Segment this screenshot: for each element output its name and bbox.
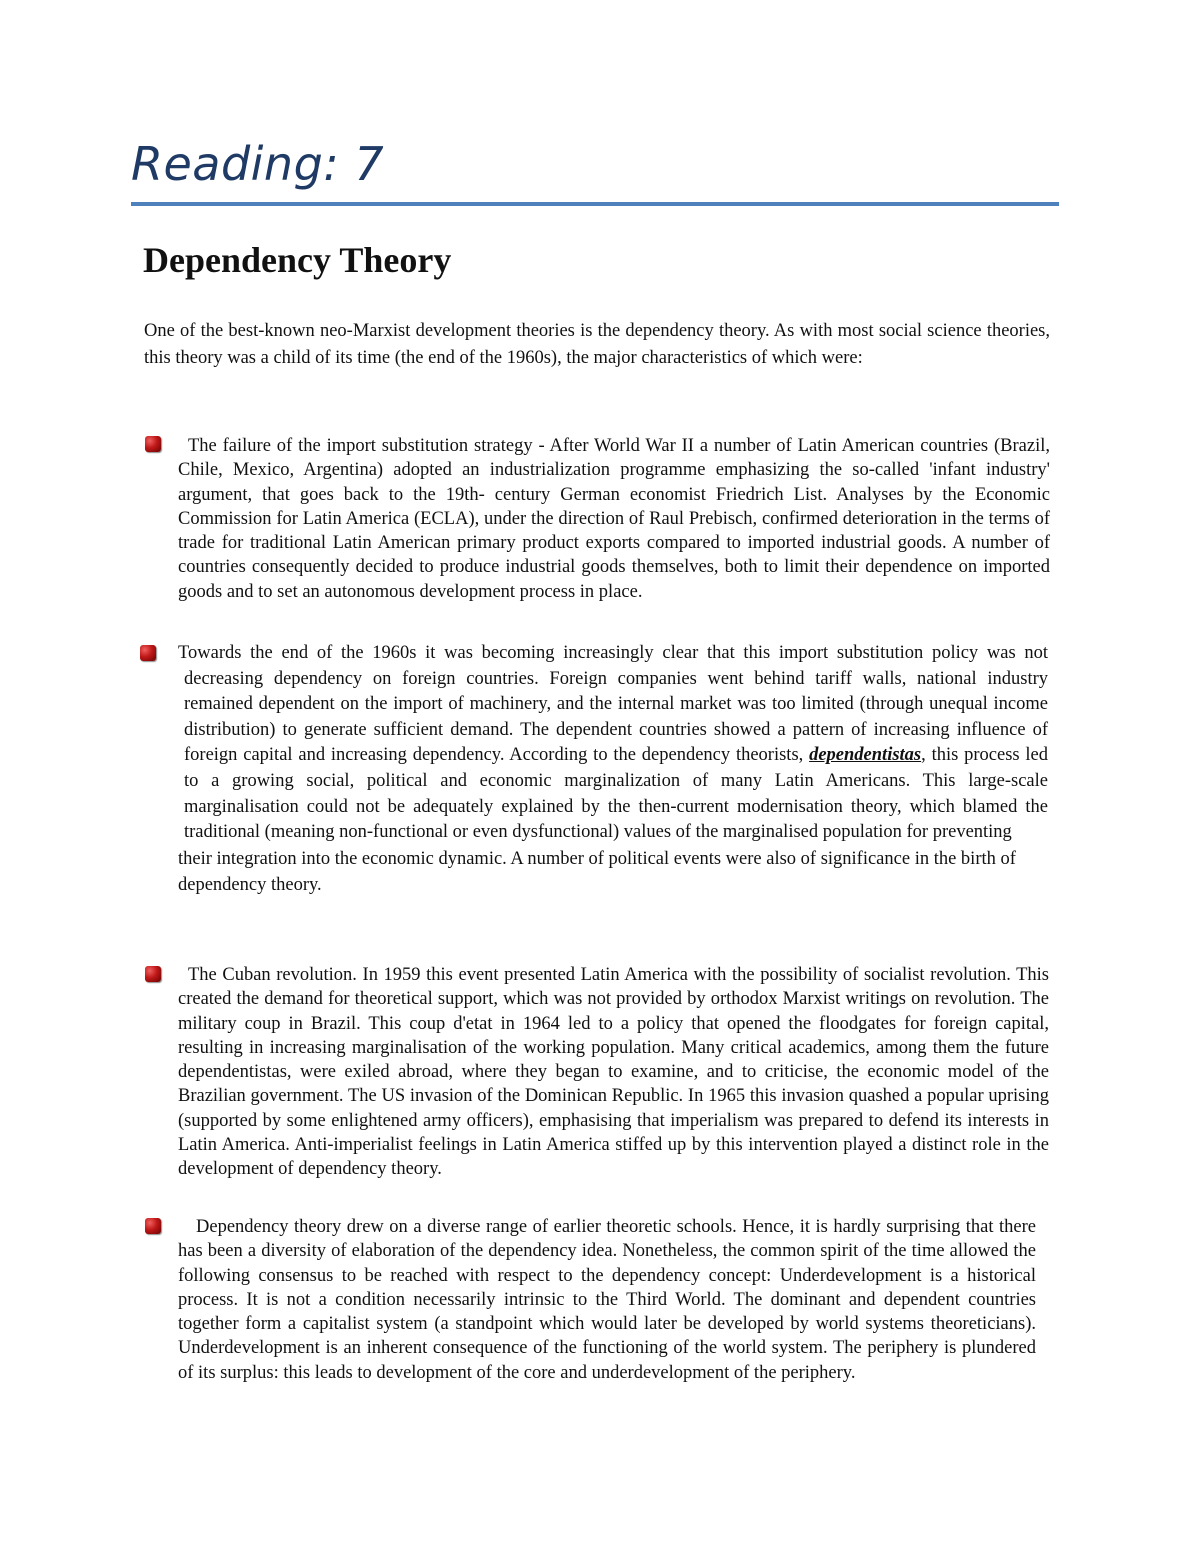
bullet-text: The failure of the import substitution strategy - After World War II a number of Latin American countries (Brazil, Chile, Mexico, Argentina) adopted an industrialization programme emphasizing the so-called 'infant industry' argument, that goes back to the 19th- century German economist Friedrich List. Analyses by the Economic Commission for Latin America (ECLA), under the direction of Raul Prebisch, confirmed deterioration in the terms of trade for traditional Latin American primary product exports compared to imported industrial goods. A number of countries consequently decided to produce industrial goods themselves, both to limit their dependence on imported goods and to set an autonomous development process in place. — [178, 436, 1050, 602]
bullet-text-part: , this process led to a growing social, political and economic marginalization of many Latin Americans. This large-scale marginalisation could not be adequately explained by the then-current modernisation theory, which blamed the traditional (meaning non-functional or even dysfunctional) values of the marginalised population for preventing — [184, 745, 1049, 843]
bullet-square-icon — [145, 436, 161, 452]
intro-paragraph: One of the best-known neo-Marxist development theories is the dependency theory. As with most social science theories, this theory was a child of its time (the end of the 1960s), the major characteristics of which were: — [144, 321, 1050, 368]
bullet-item-marginalization — [178, 641, 1062, 899]
bullet-text-part: Towards the end of the 1960s it was becoming increasingly clear that this import substitution policy was not decreasing dependency on foreign countries. Foreign companies went behind tariff walls, national industry remained dependent on the import of machinery, and the internal market was too limited (through unequal income distribution) to generate sufficient demand. The dependent countries showed a pattern of increasing influence of foreign capital and increasing dependency. According to the dependency theorists, — [178, 643, 1048, 766]
bullet-square-icon — [145, 966, 161, 982]
bullet-item-political-events — [178, 963, 1049, 1182]
bullet-square-icon — [140, 645, 156, 661]
bullet-item-import-substitution — [178, 434, 1050, 604]
bullet-item-consensus — [178, 1215, 1036, 1385]
bullet-text — [178, 641, 1048, 846]
section-heading: Dependency Theory — [143, 240, 452, 280]
bullet-text: Dependency theory drew on a diverse range of earlier theoretic schools. Hence, it is hardly surprising that there has been a diversity of elaboration of the dependency idea. Nonetheless, the common spirit of the time allowed the following consensus to be reached with respect to the dependency concept: Underdevelopment is a historical process. It is not a condition necessarily intrinsic to the Third World. The dominant and dependent countries together form a capitalist system (a standpoint which would later be developed by world systems theoreticians). Underdevelopment is an inherent consequence of the functioning of the world system. The periphery is plundered of its surplus: this leads to development of the core and underdevelopment of the periphery. — [178, 1217, 1036, 1383]
reading-title: Reading: 7 — [131, 137, 385, 191]
bullet-text: The Cuban revolution. In 1959 this event presented Latin America with the possibility of socialist revolution. This created the demand for theoretical support, which was not provided by orthodox Marxist writings on revolution. The military coup in Brazil. This coup d'etat in 1964 led to a policy that opened the floodgates for foreign capital, resulting in increasing marginalisation of the working population. Many critical academics, among them the future dependentistas, were exiled abroad, where they began to examine, and to criticise, the economic model of the Brazilian government. The US invasion of the Dominican Republic. In 1965 this invasion quashed a popular uprising (supported by some enlightened army officers), emphasising that imperialism was prepared to defend its interests in Latin America. Anti-imperialist feelings in Latin America stiffed up by this intervention played a distinct role in the development of dependency theory. — [178, 965, 1049, 1180]
title-divider — [131, 202, 1059, 206]
bullet-square-icon — [145, 1218, 161, 1234]
bullet-tail-text: their integration into the economic dynamic. A number of political events were also of significance in the birth of dependency theory. — [178, 848, 1016, 896]
emphasis-term: dependentistas — [809, 745, 922, 766]
